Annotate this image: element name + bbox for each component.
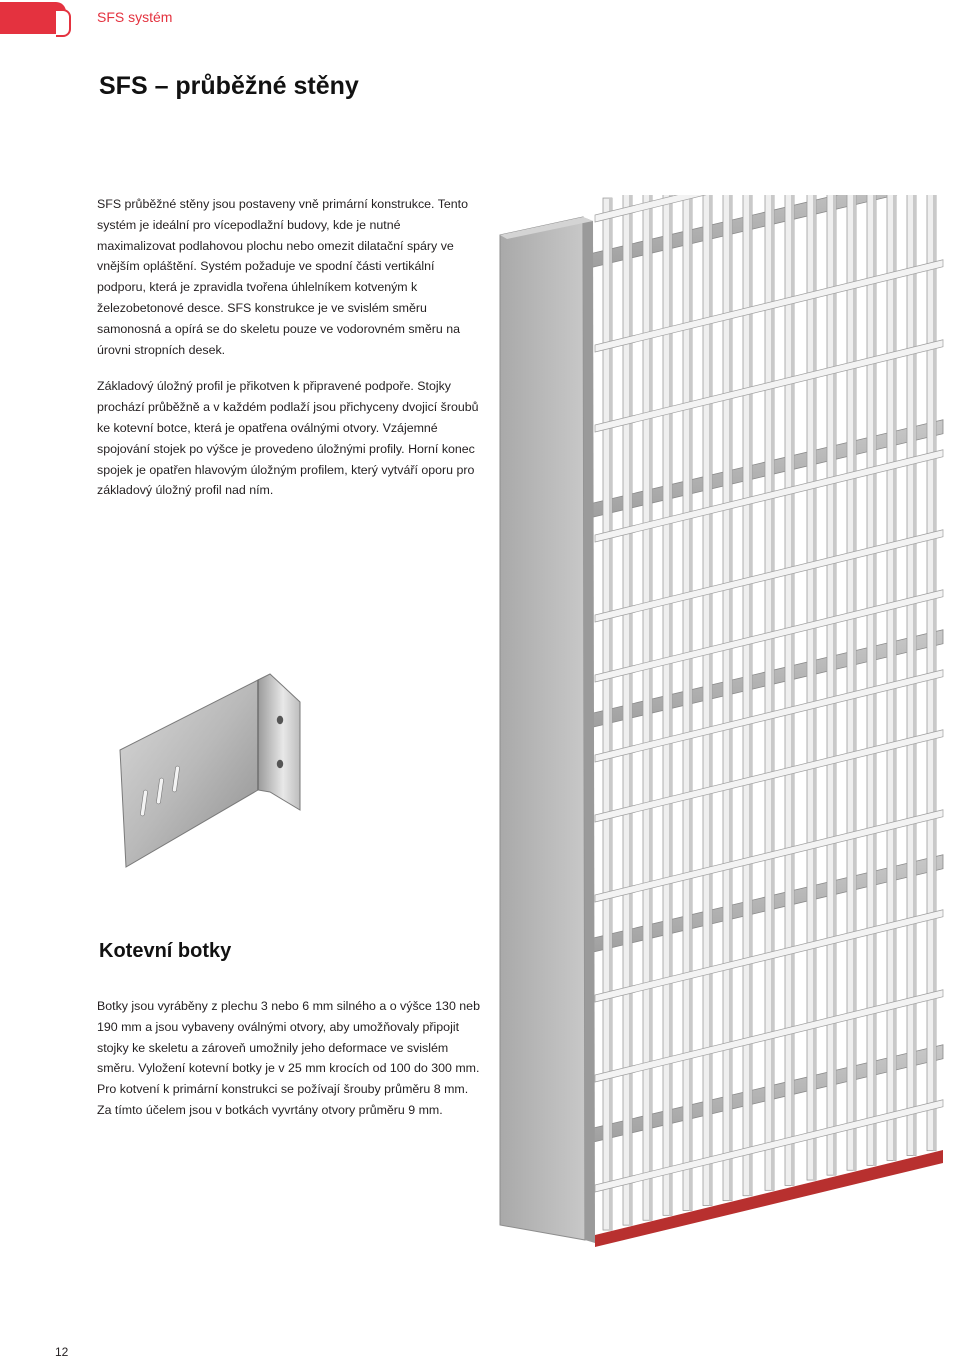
intro-text bbox=[97, 194, 482, 501]
stud-shadow bbox=[749, 195, 752, 1196]
sfs-frame-svg bbox=[495, 195, 955, 1260]
page-title: SFS – průběžné stěny bbox=[99, 72, 359, 100]
section-tab-marker bbox=[0, 2, 66, 34]
stud-shadow bbox=[729, 195, 732, 1201]
concrete-column bbox=[500, 217, 595, 1243]
sfs-frame-illustration bbox=[495, 195, 955, 1260]
stud-shadow bbox=[873, 195, 876, 1165]
stud-shadow bbox=[813, 195, 816, 1180]
stud-shadow bbox=[853, 195, 856, 1170]
anchor-bracket-illustration bbox=[118, 672, 308, 877]
stud-shadow bbox=[893, 195, 896, 1160]
stud-shadow bbox=[791, 195, 794, 1185]
botky-paragraph: Botky jsou vyráběny z plechu 3 nebo 6 mm silného a o výšce 130 neb 190 mm a jsou vybaveny oválnými otvory, aby umožňovaly připojit stojky ke skeletu a zároveň umožnily jeho deformace ve svislém směru. Vyložení kotevní botky je v 25 mm krocích od 100 do 300 mm. Pro kotvení k primární konstrukci se požívají šrouby průměru 8 mm. Za tímto účelem jsou v botkách vyvrtány otvory průměru 9 mm. bbox=[97, 999, 480, 1117]
intro-paragraph-1: SFS průběžné stěny jsou postaveny vně primární konstrukce. Tento systém je ideální pro vícepodlažní budovy, kde je nutné maximalizovat podlahovou plochu nebo omezit dilatační spáry ve vnějším opláštění. Systém požaduje ve spodní části vertikální podporu, která je zpravidla tvořena úhlelníkem kotveným k železobetonové desce. SFS konstrukce je ve svislém směru samonosná a opírá se do skeletu pouze ve vodorovném směru na úrovni stropních desek. bbox=[97, 197, 468, 357]
botky-text bbox=[97, 996, 482, 1121]
stud-shadow bbox=[913, 195, 916, 1156]
section-label: SFS systém bbox=[97, 9, 173, 25]
section-tab-notch bbox=[56, 9, 71, 37]
stud-shadow bbox=[771, 195, 774, 1190]
section-title-botky: Kotevní botky bbox=[99, 940, 232, 962]
intro-paragraph-2: Základový úložný profil je přikotven k připravené podpoře. Stojky prochází průběžně a v každém podlaží jsou přichyceny dvojicí šroubů ke kotevní botce, která je opatřena oválnými otvory. Vzájemné spojování stojek po výšce je provedeno úložnými profily. Horní konec spojek je opatřen hlavovým úložným profilem, který vytváří oporu pro základový úložný profil nad ním. bbox=[97, 379, 479, 498]
stud-shadow bbox=[833, 195, 836, 1175]
page-number: 12 bbox=[55, 1345, 69, 1359]
